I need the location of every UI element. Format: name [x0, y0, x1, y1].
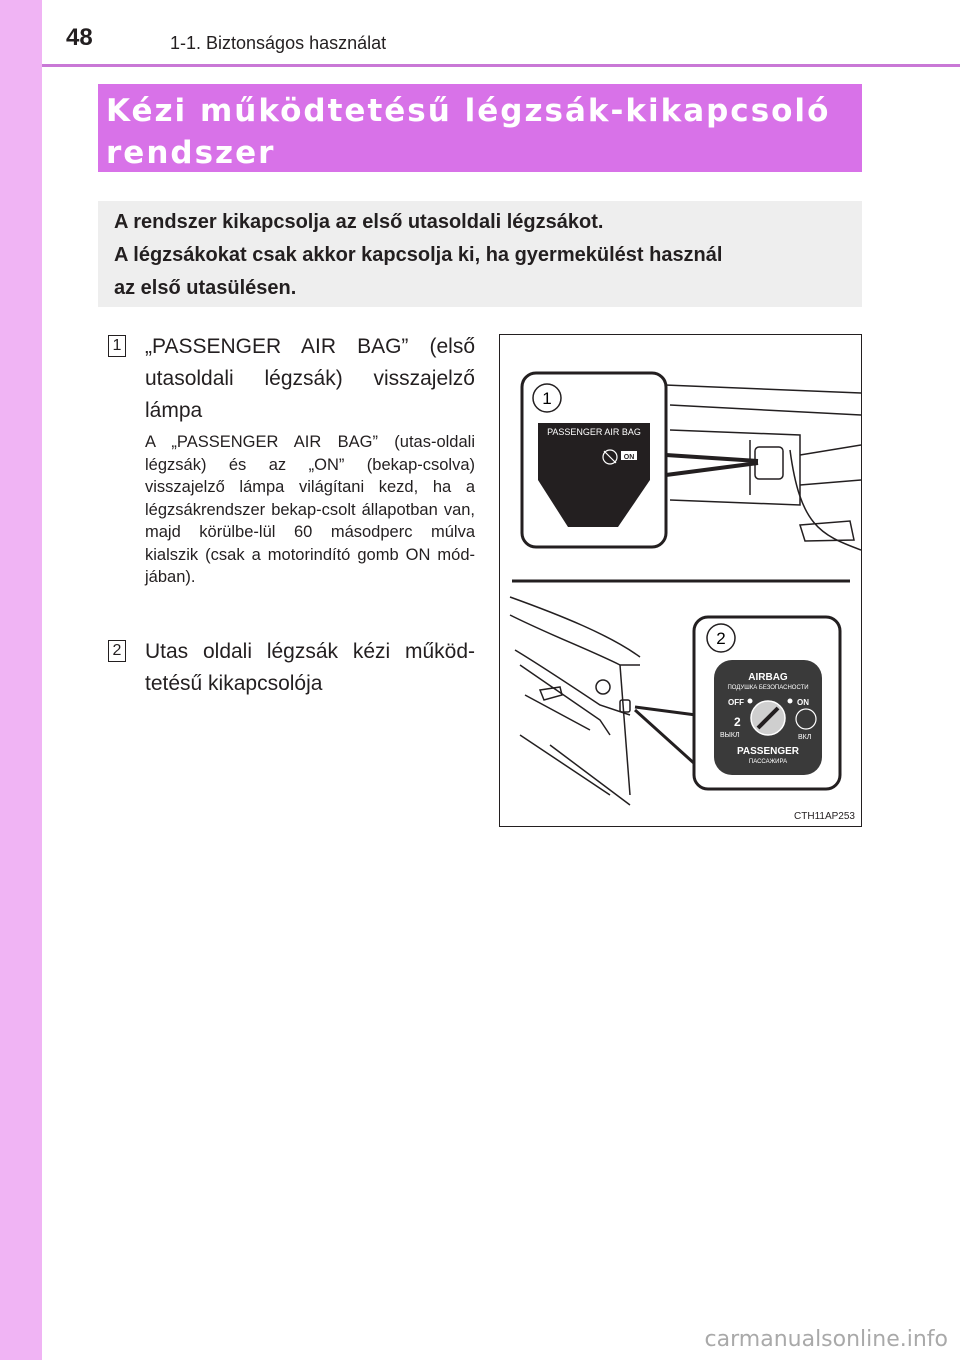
- switch-top-label: AIRBAG: [748, 672, 788, 683]
- watermark: carmanualsonline.info: [704, 1327, 948, 1352]
- callout-number-2: 2: [716, 629, 726, 648]
- page-title: Kézi működtetésű légzsák-kikapcsoló rendszer: [106, 93, 831, 171]
- switch-on-ru: ВКЛ: [798, 734, 812, 741]
- header-divider: [42, 64, 960, 67]
- title-banner: [98, 84, 862, 172]
- item-description: A „PASSENGER AIR BAG” (utas-oldali légzsák) és az „ON” (bekap-csolva) visszajelző lámpa világítani kezd, ha a légzsákrendszer bekap-csolt állapotban van, majd körülbe-lül 60 másodperc múlva kialszik (csak a motorindító gomb ON mód-jában).: [145, 433, 475, 586]
- airbag-illustration: [500, 335, 861, 826]
- glovebox-drawing: [510, 597, 640, 805]
- item-title: Utas oldali légzsák kézi működ-tetésű kikapcsolója: [145, 640, 475, 695]
- switch-on-label: ON: [797, 698, 809, 707]
- page-number: 48: [66, 24, 93, 51]
- intro-box: [98, 201, 862, 307]
- intro-line: az első utasülésen.: [114, 277, 297, 299]
- indicator-label: PASSENGER AIR BAG: [547, 427, 641, 437]
- on-lamp-label: ON: [623, 454, 635, 461]
- item-title: „PASSENGER AIR BAG” (első utasoldali légzsák) visszajelző lámpa: [145, 335, 475, 422]
- side-color-strip: [0, 0, 42, 1360]
- switch-top-sub: ПОДУШКА БЕЗОПАСНОСТИ: [727, 685, 809, 691]
- callout-pointer-1: [666, 455, 758, 461]
- seat-number: 2: [734, 715, 741, 729]
- figure-code: CTH11AP253: [794, 811, 855, 822]
- switch-off-ru: ВЫКЛ: [720, 732, 740, 739]
- intro-line: A légzsákokat csak akkor kapcsolja ki, ha gyermekülést használ: [114, 244, 723, 266]
- item-number: 2: [108, 640, 126, 662]
- switch-bottom-label: PASSENGER: [736, 746, 800, 757]
- section-title: 1-1. Biztonságos használat: [170, 33, 387, 53]
- figure-illustration: [499, 334, 862, 827]
- item-number: 1: [108, 335, 126, 357]
- switch-off-label: OFF: [728, 698, 744, 707]
- intro-line: A rendszer kikapcsolja az első utasoldali légzsákot.: [114, 211, 604, 233]
- switch-bottom-sub: ПАССАЖИРА: [748, 759, 788, 765]
- callout-pointer-2: [635, 707, 696, 715]
- callout-number-1: 1: [542, 389, 552, 408]
- dashboard-drawing: [665, 385, 861, 550]
